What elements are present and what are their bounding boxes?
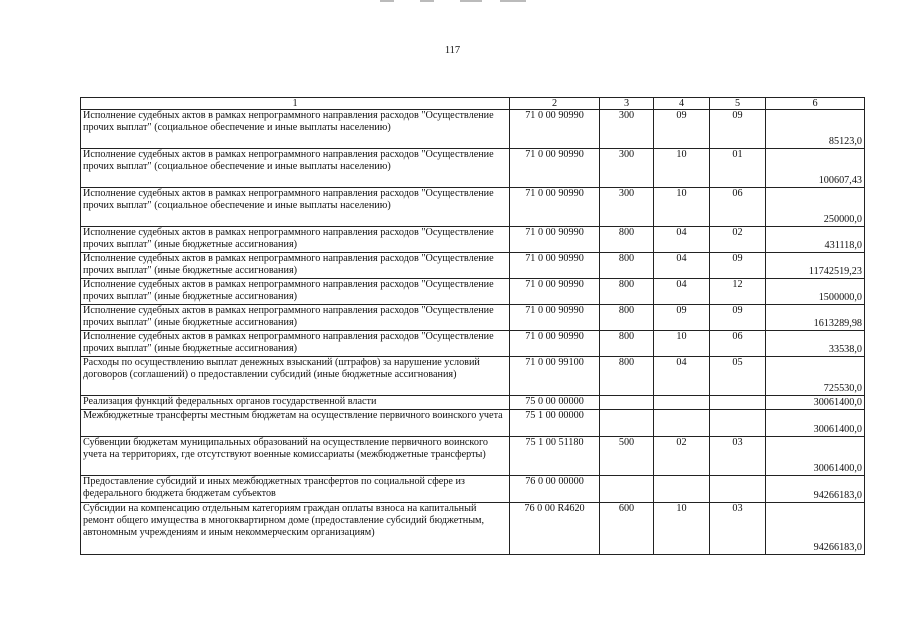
target-item-code: 71 0 00 90990 bbox=[510, 227, 600, 253]
expense-name: Исполнение судебных актов в рамках непрограммного направления расходов "Осуществление прочих выплат" (иные бюджетные ассигнования) bbox=[81, 227, 510, 253]
subsection-code: 02 bbox=[710, 227, 766, 253]
amount-value: 33538,0 bbox=[766, 331, 865, 357]
table-row bbox=[81, 110, 865, 149]
subsection-code: 05 bbox=[710, 357, 766, 396]
subsection-code bbox=[710, 410, 766, 437]
expense-name: Исполнение судебных актов в рамках непрограммного направления расходов "Осуществление прочих выплат" (социальное обеспечение и иные выплаты населению) bbox=[81, 149, 510, 188]
section-code bbox=[654, 476, 710, 503]
expense-name: Исполнение судебных актов в рамках непрограммного направления расходов "Осуществление прочих выплат" (иные бюджетные ассигнования) bbox=[81, 331, 510, 357]
amount-value: 725530,0 bbox=[766, 357, 865, 396]
expense-name: Исполнение судебных актов в рамках непрограммного направления расходов "Осуществление прочих выплат" (иные бюджетные ассигнования) bbox=[81, 279, 510, 305]
amount-value: 11742519,23 bbox=[766, 253, 865, 279]
target-item-code: 71 0 00 90990 bbox=[510, 110, 600, 149]
subsection-code: 01 bbox=[710, 149, 766, 188]
table-row bbox=[81, 279, 865, 305]
amount-value: 1500000,0 bbox=[766, 279, 865, 305]
amount-value: 1613289,98 bbox=[766, 305, 865, 331]
page-number: 117 bbox=[444, 45, 461, 56]
table-row bbox=[81, 253, 865, 279]
subsection-code: 03 bbox=[710, 437, 766, 476]
target-item-code: 76 0 00 R4620 bbox=[510, 503, 600, 555]
section-code: 10 bbox=[654, 149, 710, 188]
expense-type-code: 800 bbox=[600, 227, 654, 253]
subsection-code: 06 bbox=[710, 188, 766, 227]
column-header-amount: 6 bbox=[766, 98, 865, 110]
section-code: 10 bbox=[654, 188, 710, 227]
section-code bbox=[654, 410, 710, 437]
expense-type-code: 300 bbox=[600, 149, 654, 188]
expense-name: Субвенции бюджетам муниципальных образований на осуществление первичного воинского учета на территориях, где отсутствуют военные комиссариаты (межбюджетные трансферты) bbox=[81, 437, 510, 476]
expense-name: Исполнение судебных актов в рамках непрограммного направления расходов "Осуществление прочих выплат" (социальное обеспечение и иные выплаты населению) bbox=[81, 110, 510, 149]
expense-type-code: 800 bbox=[600, 305, 654, 331]
expense-type-code: 500 bbox=[600, 437, 654, 476]
target-item-code: 71 0 00 90990 bbox=[510, 331, 600, 357]
target-item-code: 71 0 00 90990 bbox=[510, 253, 600, 279]
target-item-code: 75 0 00 00000 bbox=[510, 396, 600, 410]
amount-value: 94266183,0 bbox=[766, 503, 865, 555]
target-item-code: 76 0 00 00000 bbox=[510, 476, 600, 503]
amount-value: 85123,0 bbox=[766, 110, 865, 149]
expense-name: Исполнение судебных актов в рамках непрограммного направления расходов "Осуществление прочих выплат" (социальное обеспечение и иные выплаты населению) bbox=[81, 188, 510, 227]
section-code: 04 bbox=[654, 357, 710, 396]
table-row bbox=[81, 503, 865, 555]
expense-type-code: 300 bbox=[600, 188, 654, 227]
column-header-expense-type: 3 bbox=[600, 98, 654, 110]
page-top-scan-marks bbox=[360, 0, 560, 3]
expense-type-code bbox=[600, 396, 654, 410]
amount-value: 30061400,0 bbox=[766, 410, 865, 437]
table-row bbox=[81, 188, 865, 227]
table-row bbox=[81, 437, 865, 476]
subsection-code bbox=[710, 396, 766, 410]
section-code: 09 bbox=[654, 305, 710, 331]
section-code: 04 bbox=[654, 227, 710, 253]
budget-table bbox=[80, 97, 865, 555]
section-code: 10 bbox=[654, 331, 710, 357]
expense-type-code: 800 bbox=[600, 253, 654, 279]
target-item-code: 71 0 00 90990 bbox=[510, 279, 600, 305]
subsection-code: 12 bbox=[710, 279, 766, 305]
target-item-code: 71 0 00 90990 bbox=[510, 305, 600, 331]
column-header-target-item: 2 bbox=[510, 98, 600, 110]
target-item-code: 71 0 00 90990 bbox=[510, 149, 600, 188]
expense-name: Исполнение судебных актов в рамках непрограммного направления расходов "Осуществление прочих выплат" (иные бюджетные ассигнования) bbox=[81, 305, 510, 331]
subsection-code: 06 bbox=[710, 331, 766, 357]
expense-name: Расходы по осуществлению выплат денежных взысканий (штрафов) за нарушение условий договоров (соглашений) о предоставлении субсидий (иные бюджетные ассигнования) bbox=[81, 357, 510, 396]
expense-type-code bbox=[600, 410, 654, 437]
expense-type-code: 800 bbox=[600, 331, 654, 357]
section-code: 04 bbox=[654, 253, 710, 279]
column-header-section: 4 bbox=[654, 98, 710, 110]
expense-type-code: 800 bbox=[600, 279, 654, 305]
table-row bbox=[81, 305, 865, 331]
target-item-code: 75 1 00 51180 bbox=[510, 437, 600, 476]
section-code: 09 bbox=[654, 110, 710, 149]
table-row bbox=[81, 357, 865, 396]
target-item-code: 71 0 00 90990 bbox=[510, 188, 600, 227]
subsection-code: 03 bbox=[710, 503, 766, 555]
table-row bbox=[81, 476, 865, 503]
section-code bbox=[654, 396, 710, 410]
amount-value: 431118,0 bbox=[766, 227, 865, 253]
subsection-code: 09 bbox=[710, 253, 766, 279]
expense-name: Предоставление субсидий и иных межбюджетных трансфертов по социальной сфере из федерального бюджета бюджетам субъектов bbox=[81, 476, 510, 503]
column-header-subsection: 5 bbox=[710, 98, 766, 110]
table-row bbox=[81, 331, 865, 357]
amount-value: 30061400,0 bbox=[766, 396, 865, 410]
target-item-code: 71 0 00 99100 bbox=[510, 357, 600, 396]
amount-value: 100607,43 bbox=[766, 149, 865, 188]
expense-type-code: 600 bbox=[600, 503, 654, 555]
table-row bbox=[81, 396, 865, 410]
subsection-code: 09 bbox=[710, 305, 766, 331]
amount-value: 250000,0 bbox=[766, 188, 865, 227]
expense-name: Субсидии на компенсацию отдельным категориям граждан оплаты взноса на капитальный ремонт общего имущества в многоквартирном доме (предоставление субсидий бюджетным, автономным учреждениям и иным некоммерческим организациям) bbox=[81, 503, 510, 555]
table-header-row bbox=[81, 98, 865, 110]
amount-value: 30061400,0 bbox=[766, 437, 865, 476]
section-code: 04 bbox=[654, 279, 710, 305]
amount-value: 94266183,0 bbox=[766, 476, 865, 503]
section-code: 10 bbox=[654, 503, 710, 555]
expense-name: Исполнение судебных актов в рамках непрограммного направления расходов "Осуществление прочих выплат" (иные бюджетные ассигнования) bbox=[81, 253, 510, 279]
target-item-code: 75 1 00 00000 bbox=[510, 410, 600, 437]
subsection-code bbox=[710, 476, 766, 503]
section-code: 02 bbox=[654, 437, 710, 476]
subsection-code: 09 bbox=[710, 110, 766, 149]
table-row bbox=[81, 227, 865, 253]
expense-name: Реализация функций федеральных органов государственной власти bbox=[81, 396, 510, 410]
expense-name: Межбюджетные трансферты местным бюджетам на осуществление первичного воинского учета bbox=[81, 410, 510, 437]
expense-type-code bbox=[600, 476, 654, 503]
table-row bbox=[81, 410, 865, 437]
table-row bbox=[81, 149, 865, 188]
expense-type-code: 800 bbox=[600, 357, 654, 396]
column-header-name: 1 bbox=[81, 98, 510, 110]
expense-type-code: 300 bbox=[600, 110, 654, 149]
